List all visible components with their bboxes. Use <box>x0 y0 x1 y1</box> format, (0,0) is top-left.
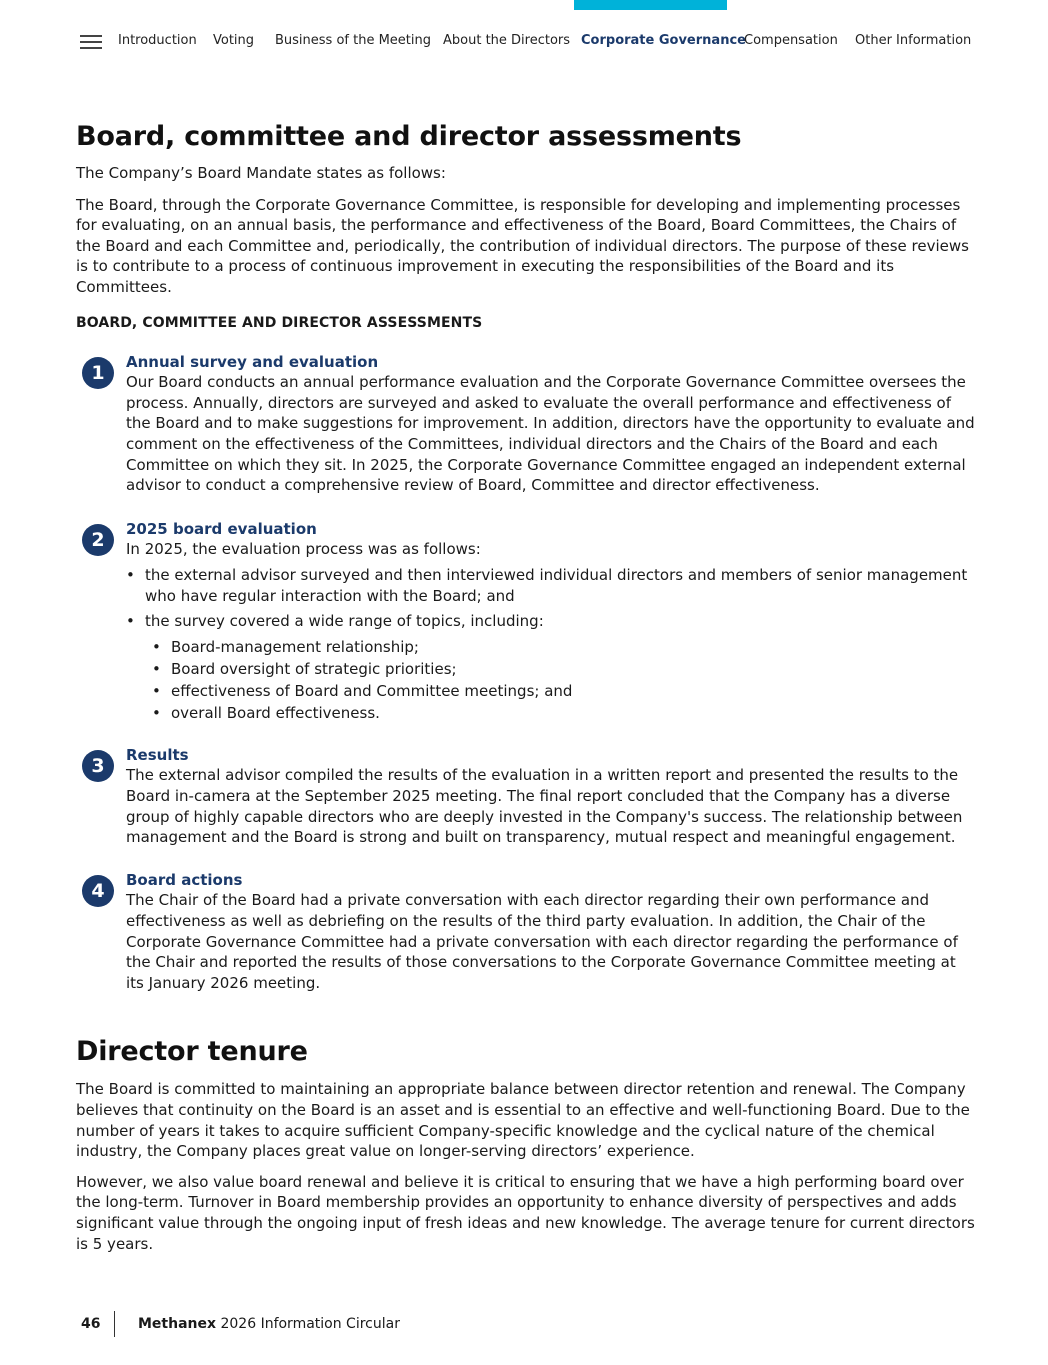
page-title: Board, committee and director assessments <box>76 121 742 152</box>
footer-document-title <box>138 1311 400 1337</box>
step-number-badge: 1 <box>82 357 114 389</box>
list-item: • effectiveness of Board and Committee meetings; and <box>145 681 976 702</box>
step-body: The external advisor compiled the results of the evaluation in a written report and presented the results to the Board in-camera at the September 2025 meeting. The final report concluded that the Company has a diverse group of highly capable directors who are deeply invested in the Company's success. The relationship between management and the Board is strong and built on transparency, mutual respect and meaningful engagement. <box>126 766 963 847</box>
nav-business-of-the-meeting[interactable]: Business of the Meeting <box>275 33 431 48</box>
evaluation-process-list <box>126 565 976 724</box>
director-tenure-heading: Director tenure <box>76 1036 308 1068</box>
page-number: 46 <box>81 1316 101 1332</box>
list-item-text: the survey covered a wide range of topics, including: <box>145 612 544 631</box>
list-item: • Board-management relationship; <box>145 637 976 658</box>
nav-compensation[interactable]: Compensation <box>744 33 838 48</box>
step-title: 2025 board evaluation <box>126 519 317 538</box>
step-number-badge: 3 <box>82 750 114 782</box>
step-title: Results <box>126 745 189 764</box>
tenure-paragraph: However, we also value board renewal and believe it is critical to ensuring that we have a high performing board over the long-term. Turnover in Board membership provides an opportunity to enhance diversity of perspectives and adds significant value through the ongoing input of fresh ideas and new knowledge. The average tenure for current directors is 5 years. <box>76 1172 975 1253</box>
step-body: In 2025, the evaluation process was as follows: <box>126 540 481 559</box>
main-content <box>76 119 976 1254</box>
step-annual-survey <box>76 352 976 496</box>
step-number-badge: 2 <box>82 524 114 556</box>
nav-about-the-directors[interactable]: About the Directors <box>443 33 571 48</box>
nav-other-information[interactable]: Other Information <box>855 33 972 48</box>
step-number-badge: 4 <box>82 875 114 907</box>
board-mandate-text: The Board, through the Corporate Governance Committee, is responsible for developing and implementing processes for evaluating, on an annual basis, the performance and effectiveness of the Board, Board Committees, the Chairs of the Board and each Committee and, periodically, the contribution of individual directors. The purpose of these reviews is to contribute to a process of continuous improvement in executing the responsibilities of the Board and its Committees. <box>76 195 969 296</box>
step-title: Board actions <box>126 870 243 889</box>
list-item: • overall Board effectiveness. <box>145 703 976 724</box>
footer-divider <box>114 1311 115 1337</box>
nav-corporate-governance[interactable]: Corporate Governance <box>581 33 746 48</box>
nav-voting[interactable]: Voting <box>213 33 255 48</box>
step-body: The Chair of the Board had a private conversation with each director regarding their own performance and effectiveness as well as debriefing on the results of the third party evaluation. In addition, the Chair of the Corporate Governance Committee had a private conversation with each director regarding the performance of the Chair and reported the results of those conversations to the Corporate Governance Committee meeting at its January 2026 meeting. <box>126 891 958 992</box>
list-item <box>126 611 976 724</box>
company-name: Methanex <box>138 1316 217 1332</box>
intro-text: The Company’s Board Mandate states as follows: <box>76 164 446 182</box>
list-item: • Board oversight of strategic priorities; <box>145 659 976 680</box>
hamburger-menu-icon[interactable] <box>80 35 102 49</box>
active-section-indicator <box>574 0 727 10</box>
step-results <box>76 745 976 848</box>
step-board-actions <box>76 870 976 994</box>
survey-topics-list <box>145 637 976 724</box>
document-name: 2026 Information Circular <box>220 1316 400 1332</box>
list-item: • the external advisor surveyed and then interviewed individual directors and members of senior management who have regular interaction with the Board; and <box>126 565 976 606</box>
step-2025-board-evaluation <box>76 519 976 724</box>
nav-introduction[interactable]: Introduction <box>118 33 197 48</box>
assessments-list-heading: BOARD, COMMITTEE AND DIRECTOR ASSESSMENTS <box>76 314 483 331</box>
step-body: Our Board conducts an annual performance evaluation and the Corporate Governance Committee oversees the process. Annually, directors are surveyed and asked to evaluate the overall performance and effectiveness of the Board and to make suggestions for improvement. In addition, directors have the opportunity to evaluate and comment on the effectiveness of the Committees, individual directors and the Chairs of the Board and each Committee on which they sit. In 2025, the Corporate Governance Committee engaged an independent external advisor to conduct a comprehensive review of Board, Committee and director effectiveness. <box>126 373 975 495</box>
tenure-paragraph: The Board is committed to maintaining an appropriate balance between director retention and renewal. The Company believes that continuity on the Board is an asset and is essential to an effective and well-functioning Board. Due to the number of years it takes to acquire sufficient Company-specific knowledge and the cyclical nature of the chemical industry, the Company places great value on longer-serving directors’ experience. <box>76 1080 970 1161</box>
step-title: Annual survey and evaluation <box>126 352 379 371</box>
